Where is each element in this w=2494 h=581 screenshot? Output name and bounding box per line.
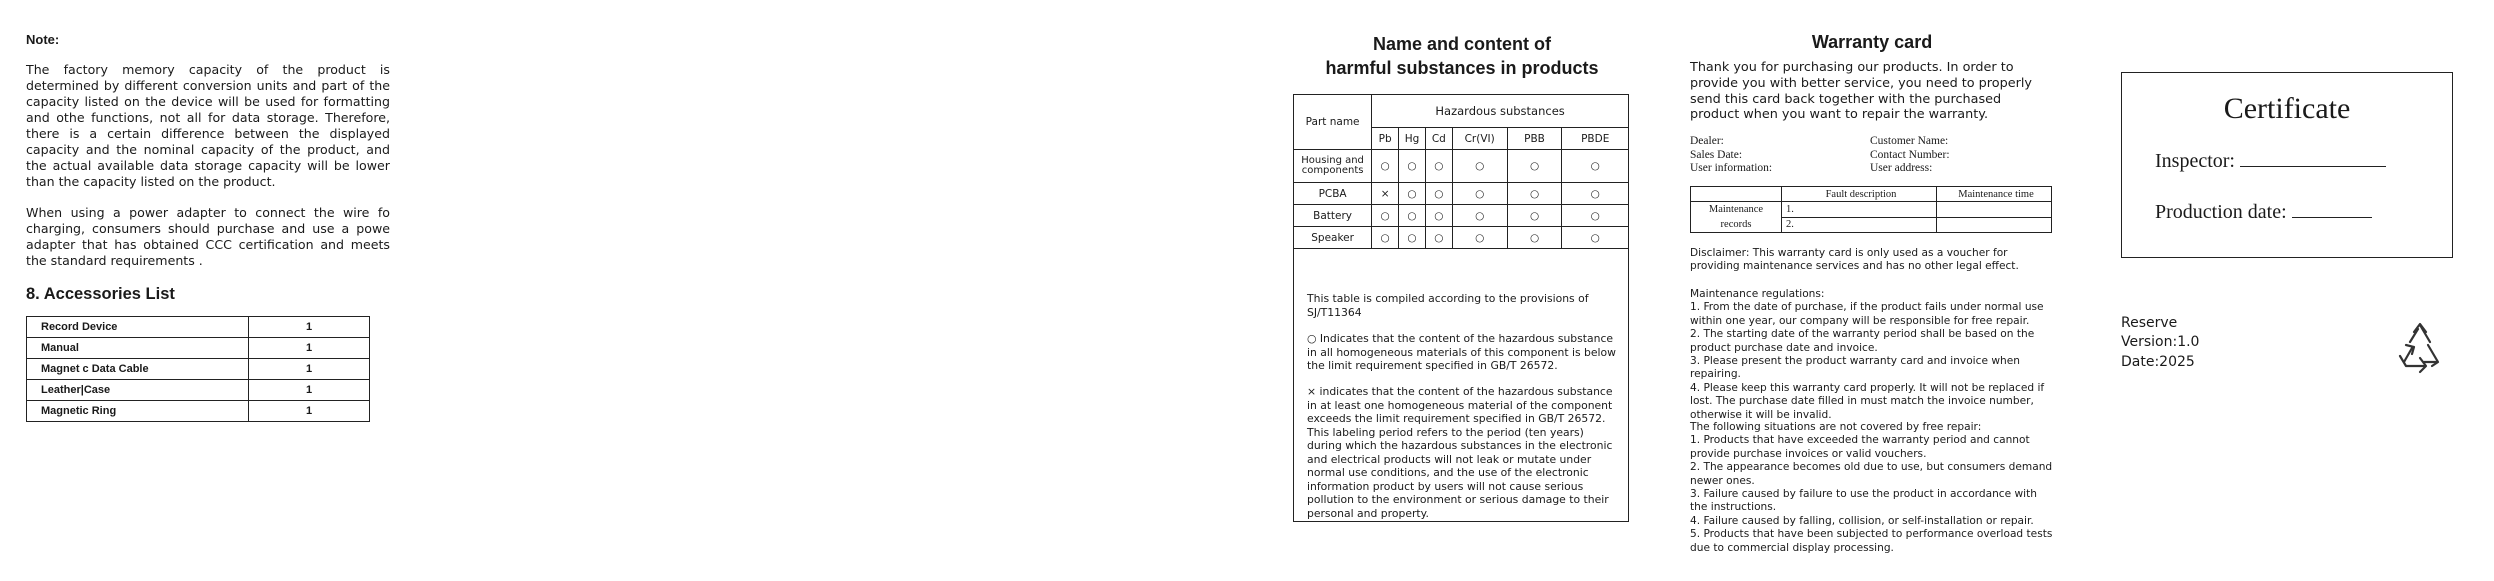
substance-header: Hg xyxy=(1399,128,1426,150)
hazardous-title-line1: Name and content of xyxy=(1372,34,1551,54)
list-item: 1. Products that have exceeded the warranty period and cannot provide purchase invoices or valid vouchers. xyxy=(1690,434,2030,460)
maintenance-table xyxy=(1690,186,2052,233)
hazardous-circle-note: ○ Indicates that the content of the hazardous substance in all homogeneous materials of this component is below the limit requirement specified in GB/T 26572. xyxy=(1307,332,1616,372)
substance-mark: ○ xyxy=(1372,205,1399,227)
production-date-blank-line xyxy=(2292,217,2372,218)
warranty-disclaimer: Disclaimer: This warranty card is only used as a voucher for providing maintenance services and has no other legal effect. xyxy=(1690,247,2019,273)
sales-date-label: Sales Date: xyxy=(1690,148,1743,161)
list-item: 3. Please present the product warranty card and invoice when repairing. xyxy=(1690,355,2020,381)
substance-header: PBB xyxy=(1507,128,1562,150)
record-2: 2. xyxy=(1782,217,1937,233)
dealer-label: Dealer: xyxy=(1690,135,1724,147)
list-item: 2. The starting date of the warranty period shall be based on the product purchase date and invoice. xyxy=(1690,328,2035,354)
table-row xyxy=(27,359,370,380)
list-item: 4. Please keep this warranty card properly. It will not be replaced if lost. The purchase date filled in must match the invoice number, otherwise it will be invalid. xyxy=(1690,381,2045,421)
warranty-intro: Thank you for purchasing our products. In order to provide you with better service, you need to properly send this card back together with the purchased product when you want to repair the warranty. xyxy=(1690,60,2032,123)
substance-mark: ○ xyxy=(1425,227,1452,249)
inspector-field xyxy=(2155,150,2386,173)
maintenance-regulations xyxy=(1690,288,2054,422)
charging-note: When using a power adapter to connect the wire fo charging, consumers should purchase and use a powe adapter that has obtained CCC certification and meets the standard requirements . xyxy=(26,205,390,268)
accessory-qty: 1 xyxy=(249,380,370,401)
substance-mark: ○ xyxy=(1372,150,1399,183)
reserve-label: Reserve xyxy=(2121,315,2178,331)
regulations-heading: Maintenance regulations: xyxy=(1690,288,1825,300)
substance-mark: ○ xyxy=(1399,183,1426,205)
table-row xyxy=(1294,205,1629,227)
substance-mark: ○ xyxy=(1507,183,1562,205)
warranty-fields xyxy=(1690,135,2054,176)
substance-mark: ○ xyxy=(1399,150,1426,183)
free-repair-exclusions xyxy=(1690,421,2054,555)
substance-mark: ○ xyxy=(1507,205,1562,227)
inspector-blank-line xyxy=(2240,166,2386,167)
substance-header: PBDE xyxy=(1562,128,1629,150)
substance-header: Pb xyxy=(1372,128,1399,150)
part-name: PCBA xyxy=(1294,183,1372,205)
accessory-qty: 1 xyxy=(249,359,370,380)
accessory-name: Leather|Case xyxy=(27,380,249,401)
hazardous-table xyxy=(1293,94,1629,249)
recycle-icon xyxy=(2392,320,2448,376)
substance-mark: ○ xyxy=(1372,227,1399,249)
substance-mark: ○ xyxy=(1562,150,1629,183)
list-item: 1. From the date of purchase, if the product fails under normal use within one year, our company will be responsible for free repair. xyxy=(1690,301,2044,327)
substance-mark: ○ xyxy=(1562,205,1629,227)
table-row xyxy=(1294,150,1629,183)
exclusions-heading: The following situations are not covered by free repair: xyxy=(1690,421,1982,433)
part-name: Battery xyxy=(1294,205,1372,227)
part-name: Housing and components xyxy=(1294,150,1372,183)
accessory-name: Record Device xyxy=(27,317,249,338)
note-heading: Note: xyxy=(26,32,60,47)
hazardous-standard-note: This table is compiled according to the provisions of SJ/T11364 xyxy=(1307,292,1589,319)
accessory-name: Manual xyxy=(27,338,249,359)
substance-mark: ○ xyxy=(1399,227,1426,249)
list-item: 5. Products that have been subjected to performance overload tests due to commercial display processing. xyxy=(1690,528,2053,554)
substance-mark: ○ xyxy=(1425,150,1452,183)
table-row xyxy=(1691,202,2052,218)
substance-mark: ○ xyxy=(1562,183,1629,205)
fault-description-header: Fault description xyxy=(1782,187,1937,202)
accessory-name: Magnet c Data Cable xyxy=(27,359,249,380)
hazardous-group-header: Hazardous substances xyxy=(1372,95,1629,128)
accessory-qty: 1 xyxy=(249,401,370,422)
table-row xyxy=(27,401,370,422)
maintenance-time-header: Maintenance time xyxy=(1937,187,2052,202)
substance-mark: ○ xyxy=(1452,183,1507,205)
contact-number-label: Contact Number: xyxy=(1870,148,1950,161)
hazardous-title xyxy=(1292,32,1632,80)
table-row xyxy=(1294,183,1629,205)
customer-name-label: Customer Name: xyxy=(1870,135,1949,147)
record-1: 1. xyxy=(1782,202,1937,218)
substance-mark: ○ xyxy=(1452,150,1507,183)
version-label: Version:1.0 xyxy=(2121,334,2200,350)
substance-mark: ○ xyxy=(1507,150,1562,183)
production-date-label: Production date: xyxy=(2155,201,2287,223)
substance-mark: ○ xyxy=(1399,205,1426,227)
user-information-label: User information: xyxy=(1690,162,1773,174)
substance-header: Cr(VI) xyxy=(1452,128,1507,150)
accessory-qty: 1 xyxy=(249,338,370,359)
part-name-header: Part name xyxy=(1294,95,1372,150)
list-item: 2. The appearance becomes old due to use, but consumers demand newer ones. xyxy=(1690,461,2053,487)
capacity-note: The factory memory capacity of the product is determined by different conversion units and part of the capacity listed on the device will be used for formatting and othe functions, not all for data storage. Therefore, there is a certain difference between the displayed capacity and the nominal capacity of the product, and the actual available data storage capacity will be lower than the capacity listed on the product. xyxy=(26,62,390,189)
list-item: 3. Failure caused by failure to use the product in accordance with the instructions. xyxy=(1690,488,2037,514)
substance-mark: ○ xyxy=(1452,227,1507,249)
table-row xyxy=(1294,227,1629,249)
accessories-table xyxy=(26,316,370,422)
hazardous-cross-note: × indicates that the content of the hazardous substance in at least one homogeneous material of the component exceeds the limit requirement specified in GB/T 26572. This labeling period refers to the period (ten years) during which the hazardous substances in the electronic and electrical products will not leak or mutate under normal use conditions, and the use of the electronic information product by users will not cause serious pollution to the environment or serious damage to their personal and property. xyxy=(1307,385,1613,520)
production-date-field xyxy=(2155,201,2372,224)
warranty-title: Warranty card xyxy=(1811,32,1933,52)
substance-mark: ○ xyxy=(1425,205,1452,227)
substance-mark: ○ xyxy=(1452,205,1507,227)
accessory-name: Magnetic Ring xyxy=(27,401,249,422)
table-row xyxy=(27,317,370,338)
date-label: Date:2025 xyxy=(2121,354,2195,370)
accessory-qty: 1 xyxy=(249,317,370,338)
maintenance-records-label: Maintenance records xyxy=(1691,202,1782,233)
inspector-label: Inspector: xyxy=(2155,150,2235,172)
user-address-label: User address: xyxy=(1870,162,1933,174)
substance-mark: ○ xyxy=(1562,227,1629,249)
list-item: 4. Failure caused by falling, collision, or self-installation or repair. xyxy=(1690,514,2034,527)
table-row xyxy=(27,380,370,401)
substance-mark: × xyxy=(1372,183,1399,205)
part-name: Speaker xyxy=(1294,227,1372,249)
certificate-title: Certificate xyxy=(2223,92,2351,125)
accessories-heading: 8. Accessories List xyxy=(26,285,175,303)
substance-header: Cd xyxy=(1425,128,1452,150)
substance-mark: ○ xyxy=(1425,183,1452,205)
hazardous-title-line2: harmful substances in products xyxy=(1325,58,1599,78)
table-row xyxy=(27,338,370,359)
substance-mark: ○ xyxy=(1507,227,1562,249)
